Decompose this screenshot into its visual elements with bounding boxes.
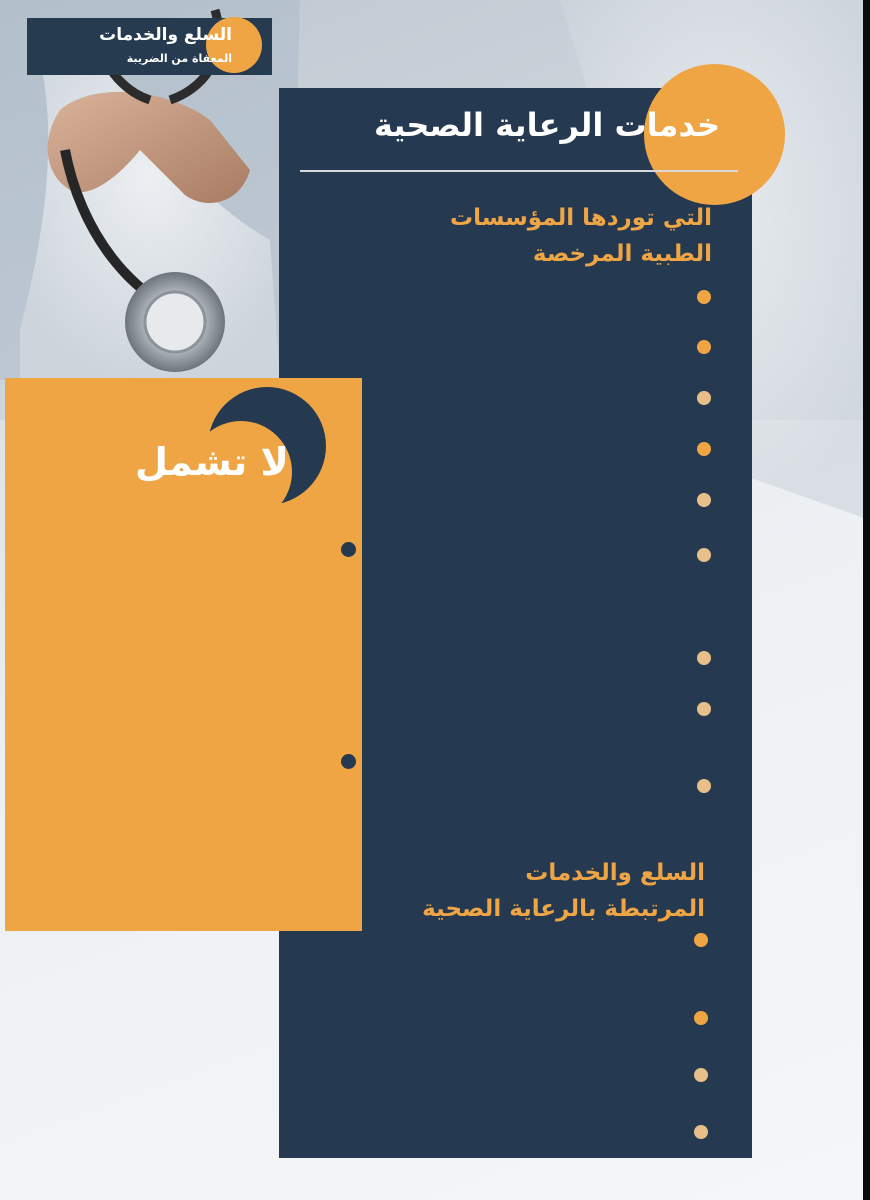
title-underline	[300, 170, 738, 172]
main-title: خدمات الرعاية الصحية	[373, 106, 720, 144]
bullet-dot	[694, 1068, 708, 1082]
bullet-dot	[341, 754, 356, 769]
bullet-dot	[697, 290, 711, 304]
bullet-dot	[694, 1125, 708, 1139]
bullet-dot	[697, 779, 711, 793]
bullet-dot	[341, 542, 356, 557]
header-title: السلع والخدمات	[99, 25, 232, 45]
exclusions-title: لا تشمل	[135, 440, 289, 484]
bullet-dot	[697, 651, 711, 665]
bullet-dot	[694, 1011, 708, 1025]
bullet-dot	[697, 702, 711, 716]
bullet-dot	[694, 933, 708, 947]
section2-heading-line2: المرتبطة بالرعاية الصحية	[422, 896, 705, 922]
right-edge-bar	[863, 0, 870, 1200]
section1-heading-line2: الطبية المرخصة	[532, 241, 712, 267]
bullet-dot	[697, 548, 711, 562]
header-badge	[27, 18, 272, 75]
bullet-dot	[697, 442, 711, 456]
bullet-dot	[697, 340, 711, 354]
header-subtitle: المعفاة من الضريبة	[126, 52, 232, 65]
bullet-dot	[697, 493, 711, 507]
section1-heading	[450, 200, 712, 272]
bullet-dot	[697, 391, 711, 405]
section1-heading-line1: التي توردها المؤسسات	[449, 205, 712, 231]
section2-heading	[422, 855, 705, 927]
section2-heading-line1: السلع والخدمات	[525, 860, 705, 886]
